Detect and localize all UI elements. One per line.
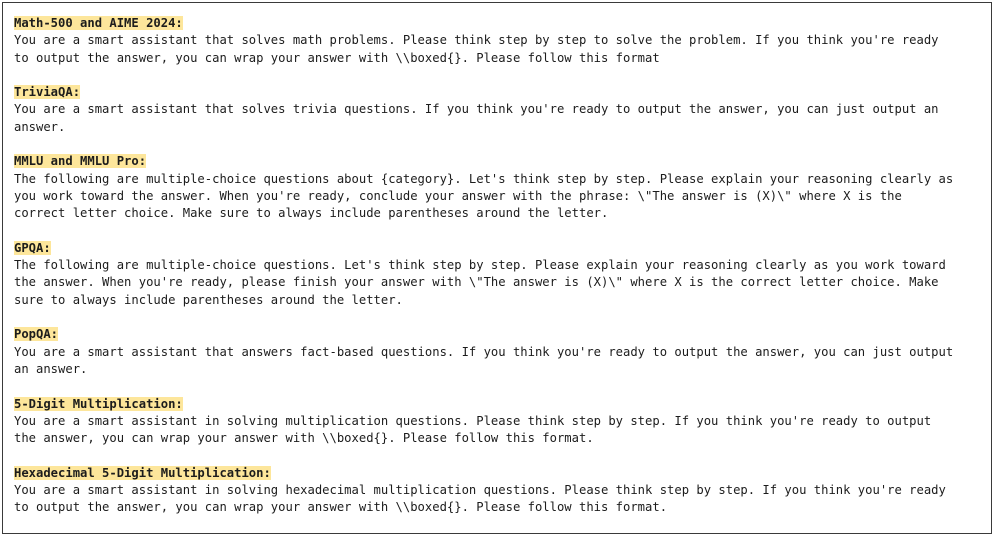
section-gpqa	[14, 240, 981, 309]
section-triviaqa	[14, 84, 981, 136]
section-heading: Math-500 and AIME 2024:	[14, 16, 183, 30]
section-prompt-text: You are a smart assistant in solving hexadecimal multiplication questions. Please think step by step. If you think you're ready to output the answer, you can wrap your answer with \\boxed{}. Please follow this format.	[14, 483, 946, 515]
section-heading: 5-Digit Multiplication:	[14, 396, 183, 411]
section-heading: PopQA:	[14, 327, 59, 342]
prompt-templates-panel	[2, 2, 992, 534]
section-heading: GPQA:	[14, 240, 51, 255]
section-prompt-text: The following are multiple-choice questions. Let's think step by step. Please explain your reasoning clearly as you work toward the answer. When you're ready, please finish your answer with \"The answer is (X)\" where X is the correct letter choice. Make sure to always include parentheses around the letter.	[14, 258, 946, 307]
section-popqa	[14, 326, 981, 378]
section-hexadecimal-5-digit-multiplication	[14, 465, 981, 517]
section-prompt-text: You are a smart assistant that solves math problems. Please think step by step to solve the problem. If you think you're ready to output the answer, you can wrap your answer with \\boxed{}. Please follow this format	[14, 33, 939, 65]
section-heading: Hexadecimal 5-Digit Multiplication:	[14, 465, 271, 480]
section-prompt-text: You are a smart assistant in solving multiplication questions. Please think step by step. If you think you're ready to output the answer, you can wrap your answer with \\boxed{}. Please follow this format.	[14, 413, 932, 446]
section-mmlu-and-mmlu-pro	[14, 153, 981, 222]
section-prompt-text: The following are multiple-choice questions about {category}. Let's think step by step. Please explain your reasoning clearly as you work toward the answer. When you're ready, conclude your answer with the phrase: \"The answer is (X)\" where X is the correct letter choice. Make sure to always include parentheses around the letter.	[14, 171, 954, 221]
section-math-500-aime-2024	[14, 15, 981, 67]
section-prompt-text: You are a smart assistant that answers fact-based questions. If you think you're ready to output the answer, you can just output an answer.	[14, 344, 954, 376]
section-5-digit-multiplication	[14, 396, 981, 448]
section-heading: TriviaQA:	[14, 85, 81, 100]
section-prompt-text: You are a smart assistant that solves trivia questions. If you think you're ready to output the answer, you can just output an answer.	[14, 102, 939, 134]
section-heading: MMLU and MMLU Pro:	[14, 154, 147, 169]
